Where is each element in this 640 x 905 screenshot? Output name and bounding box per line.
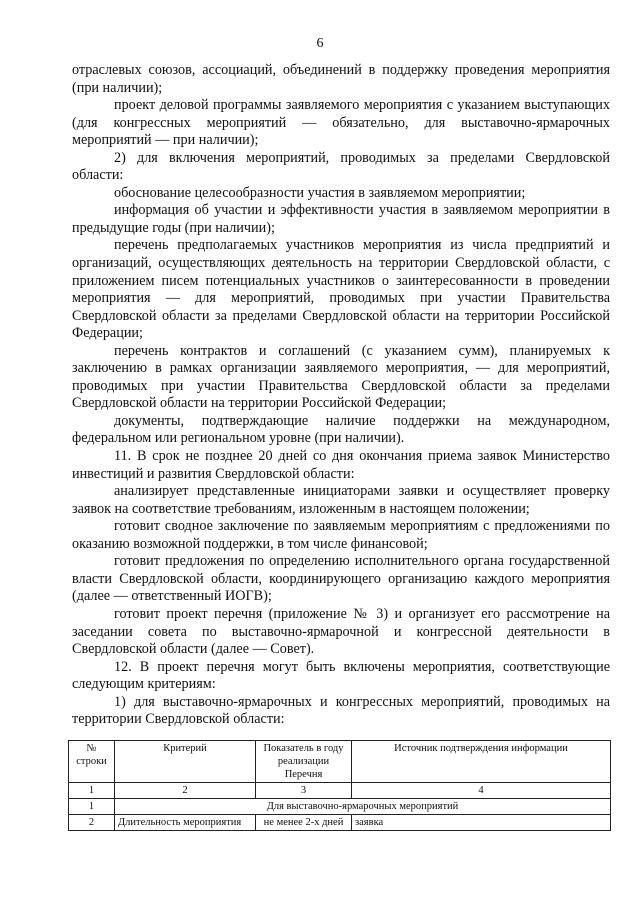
table-section-row (69, 799, 611, 815)
table-header-row (69, 741, 611, 783)
paragraph: 11. В срок не позднее 20 дней со дня окончания приема заявок Министерство инвестиций и развития Свердловской области: (72, 448, 610, 482)
section-title: Для выставочно-ярмарочных мероприятий (115, 799, 611, 815)
paragraph: документы, подтверждающие наличие поддержки на международном, федеральном или региональном уровне (при наличии). (72, 412, 610, 447)
table-column-numbers-row (69, 783, 611, 799)
table-row (69, 815, 611, 831)
paragraph: перечень предполагаемых участников мероприятия из числа предприятий и организаций, осуществляющих деятельность на территории Свердловской области, с приложением писем потенциальных участников о заинтересованности в проведении мероприятия — для мероприятий, проводимых при участии Правительства Свердловской области за пределами Свердловской области на территории Российской Федерации; (72, 237, 610, 342)
header-criterion: Критерий (115, 741, 256, 783)
paragraph: проект деловой программы заявляемого мероприятия с указанием выступающих (для конгрессных мероприятий — обязательно, для выставочно-ярмарочных мероприятий — при наличии); (72, 97, 610, 149)
column-number: 3 (256, 783, 352, 799)
paragraph: 12. В проект перечня могут быть включены мероприятия, соответствующие следующим критериям: (72, 658, 610, 693)
paragraph: анализирует представленные инициаторами заявки и осуществляет проверку заявок на соответствие требованиям, изложенным в настоящем положении; (72, 483, 610, 517)
source-cell: заявка (352, 815, 611, 831)
header-row-number: № строки (69, 741, 115, 783)
paragraph: отраслевых союзов, ассоциаций, объединений в поддержку проведения мероприятия (при наличии); (72, 62, 610, 96)
header-indicator: Показатель в году реализации Перечня (256, 741, 352, 783)
paragraph: 2) для включения мероприятий, проводимых за пределами Свердловской области: (72, 149, 610, 184)
paragraph: обоснование целесообразности участия в заявляемом мероприятии; (114, 184, 526, 201)
row-number: 2 (69, 815, 115, 831)
paragraph: готовит проект перечня (приложение № 3) и организует его рассмотрение на заседании совета по выставочно-ярмарочной и конгрессной деятельности в Свердловской области (далее — Совет). (72, 605, 610, 658)
section-row-number: 1 (69, 799, 115, 815)
document-body (72, 62, 610, 729)
paragraph: 1) для выставочно-ярмарочных и конгрессных мероприятий, проводимых на территории Свердловской области: (72, 693, 610, 728)
page-number: 6 (316, 36, 324, 51)
criteria-table (68, 740, 611, 831)
paragraph: готовит предложения по определению исполнительного органа государственной власти Свердловской области, координирующего организацию каждого мероприятия (далее — ответственный ИОГВ); (72, 553, 610, 605)
column-number: 4 (352, 783, 611, 799)
paragraph: готовит сводное заключение по заявляемым мероприятиям с предложениями по оказанию возможной поддержки, в том числе финансовой; (72, 518, 610, 552)
paragraph: перечень контрактов и соглашений (с указанием сумм), планируемых к заключению в рамках организации заявляемого мероприятия, — для мероприятий, проводимых при участии Правительства Свердловской области за пределами Свердловской области на территории Российской Федерации; (72, 342, 610, 412)
indicator-cell: не менее 2-х дней (256, 815, 352, 831)
column-number: 2 (115, 783, 256, 799)
column-number: 1 (69, 783, 115, 799)
paragraph: информация об участии и эффективности участия в заявляемом мероприятии в предыдущие годы (при наличии); (72, 202, 610, 236)
header-source: Источник подтверждения информации (352, 741, 611, 783)
criterion-cell: Длительность мероприятия (115, 815, 256, 831)
